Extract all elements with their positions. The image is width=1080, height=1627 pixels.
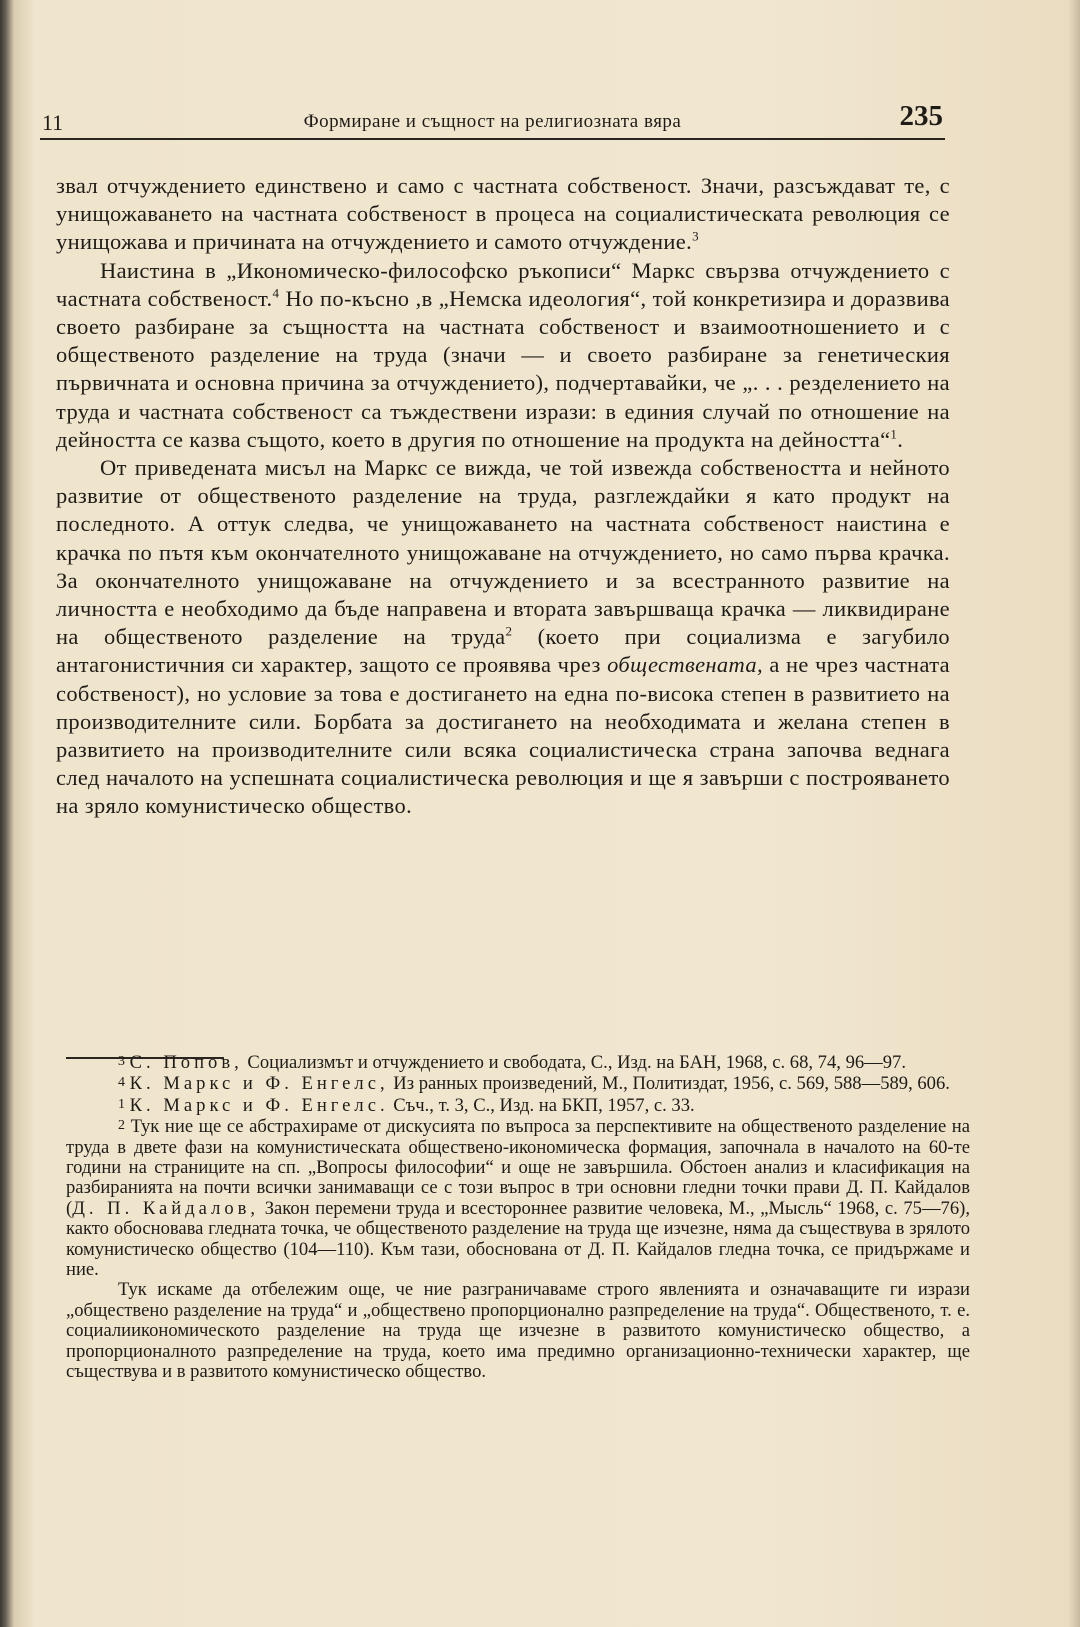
footnote-text: Социализмът и отчуждението и свободата, С., Изд. на БАН, 1968, с. 68, 74, 96—97. — [242, 1052, 906, 1073]
main-text — [56, 172, 950, 821]
emphasis-text: обществената, — [607, 652, 763, 678]
footnote — [66, 1116, 970, 1280]
footnote-mark: 2 — [118, 1118, 125, 1134]
footnote — [66, 1052, 970, 1073]
footnote-text: Тук ние ще се абстрахираме от дискусията по въпроса за перспективите на общественото разделение на труда в двете фази на комунистическата обществено-икономическа формация, започнала в началото на 60-те години на страниците на сп. „Вопросы философии“ и още не завършила. Обстоен анализ и класификация на разбиранията на почти всички занимаващи се с този въпрос в три основни гледни точки прави Д. П. Кайдалов ( — [66, 1116, 970, 1219]
paragraph-text: а не чрез частната собственост), но условие за това е достигането на една по-висока степен в развитието на производителните сили. Борбата за достигането на необходимата и желана степен в развитието на производителните сили всяка социалистическа страна започва веднага след началото на успешната социалистическа революция и ще я завърши с построяването на зряло комунистическо общество. — [56, 652, 950, 819]
paragraph-text: (което при социализма е загубило антагонистичния си характер, защото се проявява чрез — [56, 624, 950, 678]
footnote-ref: 4 — [272, 285, 280, 301]
footnote-author: К. Маркс и Ф. Енгелс, — [129, 1073, 389, 1095]
footnote-mark: 4 — [118, 1075, 125, 1091]
paragraph-text: звал отчуждението единствено и само с частната собственост. Значи, разсъждават те, с унищожаването на частната собственост в процеса на социалистическата революция се унищожава и причината на отчуждението и самото отчуждение. — [56, 173, 950, 255]
paragraph — [56, 172, 950, 257]
footnote-text: Съч., т. 3, С., Изд. на БКП, 1957, с. 33. — [388, 1094, 695, 1116]
footnote-mark: 1 — [118, 1096, 125, 1112]
footnote-continuation: Тук искаме да отбележим още, че ние разграничаваме строго явленията и означаващите ги изрази „обществено разделение на труда“ и „обществено пропорционално разпределение на труда“. Общественото, т. е. социалиикономическото разделение на труда ще изчезне в развитото комунистическо общество, а пропорционалното разпределение на труда, което има предимно организационно-технически характер, ще съществува и в развитото комунистическо общество. — [66, 1279, 970, 1383]
chapter-number: 11 — [42, 110, 64, 135]
paragraph-text: Но по-късно ,в „Немска идеология“, той конкретизира и доразвива своето разбиране за същността на частната собственост и взаимоотношението и с общественото разделение на труда (значи — и своето разбиране за генетическия първичната и основна причина за отчуждението), подчертавайки, че „. . . резделението на труда и частната собственост са тъждествени изрази: в единия случай по отношение на дейността се казва същото, което в другия по отношение на продукта на дейността“ — [56, 285, 950, 452]
footnotes — [66, 1052, 970, 1383]
footnote-ref: 3 — [692, 228, 699, 244]
running-title: Формиране и същност на религиозната вяра — [303, 111, 682, 132]
paragraph — [56, 257, 950, 454]
paragraph-text: От приведената мисъл на Маркс се вижда, че той извежда собствеността и нейното развитие от общественото разделение на труда, разглеждайки я като продукт на последното. А оттук следва, че унищожаването на частната собственост наистина е крачка по пътя към окончателното унищожаване на отчуждението, но само първа крачка. За окончателното унищожаване на отчуждението и за всестранното развитие на личността е необходимо да бъде направена и втората завършваща крачка — ликвидиране на общественото разделение на труда — [56, 455, 950, 650]
footnote — [66, 1073, 970, 1094]
footnote-text: Закон перемени труда и всестороннее развитие человека, М., „Мысль“ 1968, с. 75—76), както обосновава гледната точка, че общественото разделение на труда ще изчезне, няма да съществува в зрялото комунистическо общество (104—110). Към тази, обоснована от Д. П. Кайдалов гледна точка, се придържаме и ние. — [66, 1197, 970, 1281]
page-edge-shadow — [1068, 0, 1080, 1627]
running-head — [40, 102, 945, 140]
footnote — [66, 1095, 970, 1116]
paragraph — [56, 454, 950, 821]
footnote-author: К. Маркс и Ф. Енгелс. — [129, 1094, 389, 1116]
footnote-ref: 2 — [505, 623, 513, 639]
paragraph-text: Наистина в „Икономическо-философско ръкописи“ Маркс свързва отчуждението с частната собственост. — [56, 257, 950, 311]
footnote-author: Д. П. Кайдалов, — [72, 1197, 260, 1219]
footnote-author: С. Попов, — [129, 1052, 243, 1073]
footnote-ref: 1 — [890, 426, 898, 442]
paragraph-text: . — [897, 426, 904, 452]
page-number: 235 — [899, 100, 943, 132]
footnote-mark: 3 — [118, 1054, 125, 1069]
footnote-text: Из ранных произведений, М., Политиздат, 1956, с. 569, 588—589, 606. — [388, 1073, 950, 1095]
